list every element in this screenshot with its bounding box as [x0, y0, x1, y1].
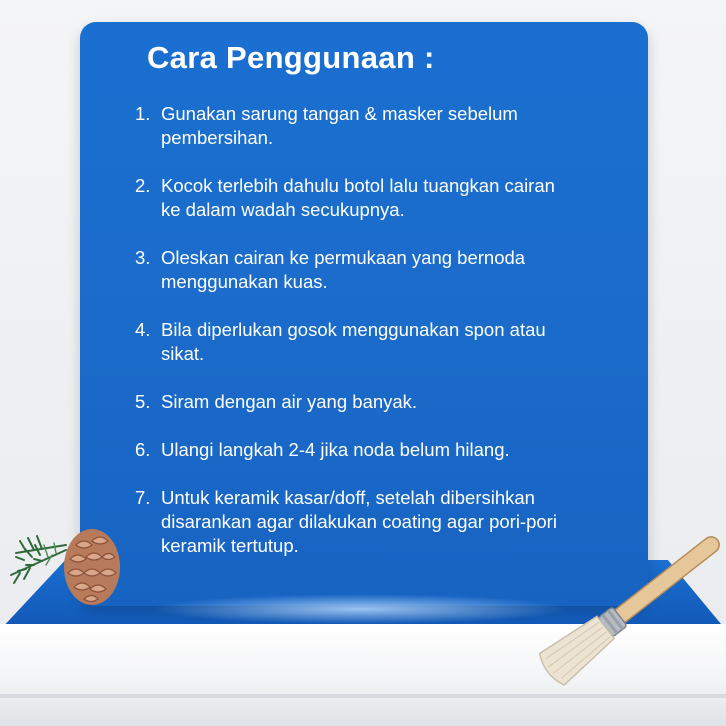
step-text: Untuk keramik kasar/doff, setelah dibersihkan disarankan agar dilakukan coating agar pori-pori keramik tertutup. [161, 487, 557, 556]
step-number: 4. [135, 319, 151, 340]
step-text: Ulangi langkah 2-4 jika noda belum hilang. [161, 439, 510, 460]
step-item [135, 102, 625, 150]
paint-brush-icon [515, 520, 726, 700]
step-item [135, 246, 625, 294]
step-item [135, 318, 625, 366]
page-title: Cara Penggunaan : [147, 40, 435, 75]
step-number: 6. [135, 439, 151, 460]
pinecone-icon [6, 505, 126, 615]
step-number: 5. [135, 391, 151, 412]
step-number: 2. [135, 175, 151, 196]
step-number: 1. [135, 103, 151, 124]
card-glow [150, 594, 570, 624]
step-item [135, 174, 625, 222]
step-text: Siram dengan air yang banyak. [161, 391, 418, 412]
steps-list [135, 102, 625, 582]
step-text: Kocok terlebih dahulu botol lalu tuangkan cairan ke dalam wadah secukupnya. [161, 175, 555, 220]
step-number: 7. [135, 487, 151, 508]
step-item [135, 438, 625, 462]
step-text: Bila diperlukan gosok menggunakan spon atau sikat. [161, 319, 546, 364]
step-number: 3. [135, 247, 151, 268]
step-item [135, 390, 625, 414]
step-text: Gunakan sarung tangan & masker sebelum pembersihan. [161, 103, 518, 148]
step-text: Oleskan cairan ke permukaan yang bernoda menggunakan kuas. [161, 247, 526, 292]
